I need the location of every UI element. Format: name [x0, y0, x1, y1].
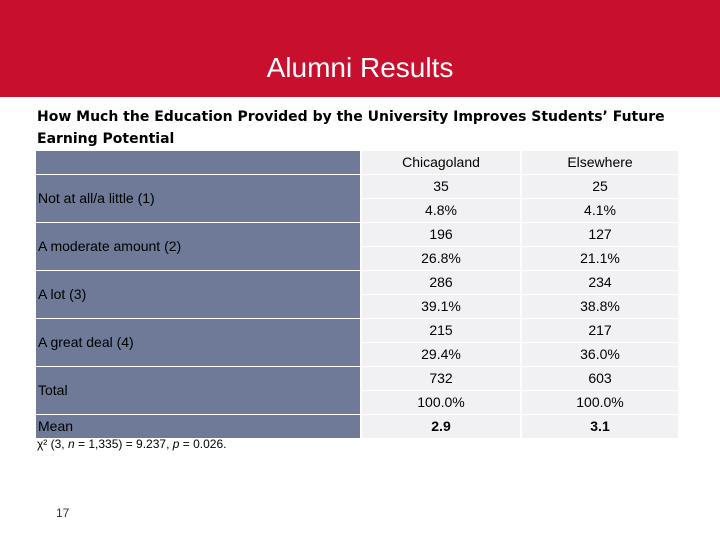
chicagoland-count: 215	[362, 319, 520, 343]
table-row	[36, 271, 678, 295]
elsewhere-count: 25	[522, 175, 678, 199]
table-row	[36, 223, 678, 247]
row-label: Not at all/a little (1)	[36, 175, 362, 223]
elsewhere-mean: 3.1	[522, 415, 678, 439]
elsewhere-count: 234	[522, 271, 678, 295]
chicagoland-percent: 39.1%	[362, 295, 520, 319]
chicagoland-percent: 29.4%	[362, 343, 520, 367]
chicagoland-percent: 4.8%	[362, 199, 520, 223]
column-header-chicagoland: Chicagoland	[362, 151, 520, 175]
elsewhere-percent: 4.1%	[522, 199, 678, 223]
chicagoland-count: 196	[362, 223, 520, 247]
elsewhere-percent: 21.1%	[522, 247, 678, 271]
table-header-row	[36, 151, 678, 175]
chicagoland-count: 286	[362, 271, 520, 295]
table-subtitle: How Much the Education Provided by the University Improves Students’ Future Earning Potential	[37, 109, 665, 147]
chicagoland-percent: 100.0%	[362, 391, 520, 415]
header-blank-cell	[36, 151, 362, 175]
results-table	[36, 151, 678, 439]
row-label: Mean	[36, 415, 362, 439]
page-number: 17	[56, 506, 70, 520]
row-label: A moderate amount (2)	[36, 223, 362, 271]
chicagoland-mean: 2.9	[362, 415, 520, 439]
chicagoland-count: 732	[362, 367, 520, 391]
table-row	[36, 319, 678, 343]
row-label: A lot (3)	[36, 271, 362, 319]
chicagoland-count: 35	[362, 175, 520, 199]
table-row-total	[36, 367, 678, 391]
chicagoland-percent: 26.8%	[362, 247, 520, 271]
elsewhere-percent: 36.0%	[522, 343, 678, 367]
elsewhere-count: 217	[522, 319, 678, 343]
elsewhere-percent: 38.8%	[522, 295, 678, 319]
table-row	[36, 175, 678, 199]
elsewhere-percent: 100.0%	[522, 391, 678, 415]
row-label: Total	[36, 367, 362, 415]
slide-title: Alumni Results	[266, 52, 454, 83]
chi-square-note: χ² (3, n = 1,335) = 9.237, p = 0.026.	[37, 437, 227, 451]
column-header-elsewhere: Elsewhere	[522, 151, 678, 175]
elsewhere-count: 127	[522, 223, 678, 247]
elsewhere-count: 603	[522, 367, 678, 391]
row-label: A great deal (4)	[36, 319, 362, 367]
table-row-mean	[36, 415, 678, 439]
